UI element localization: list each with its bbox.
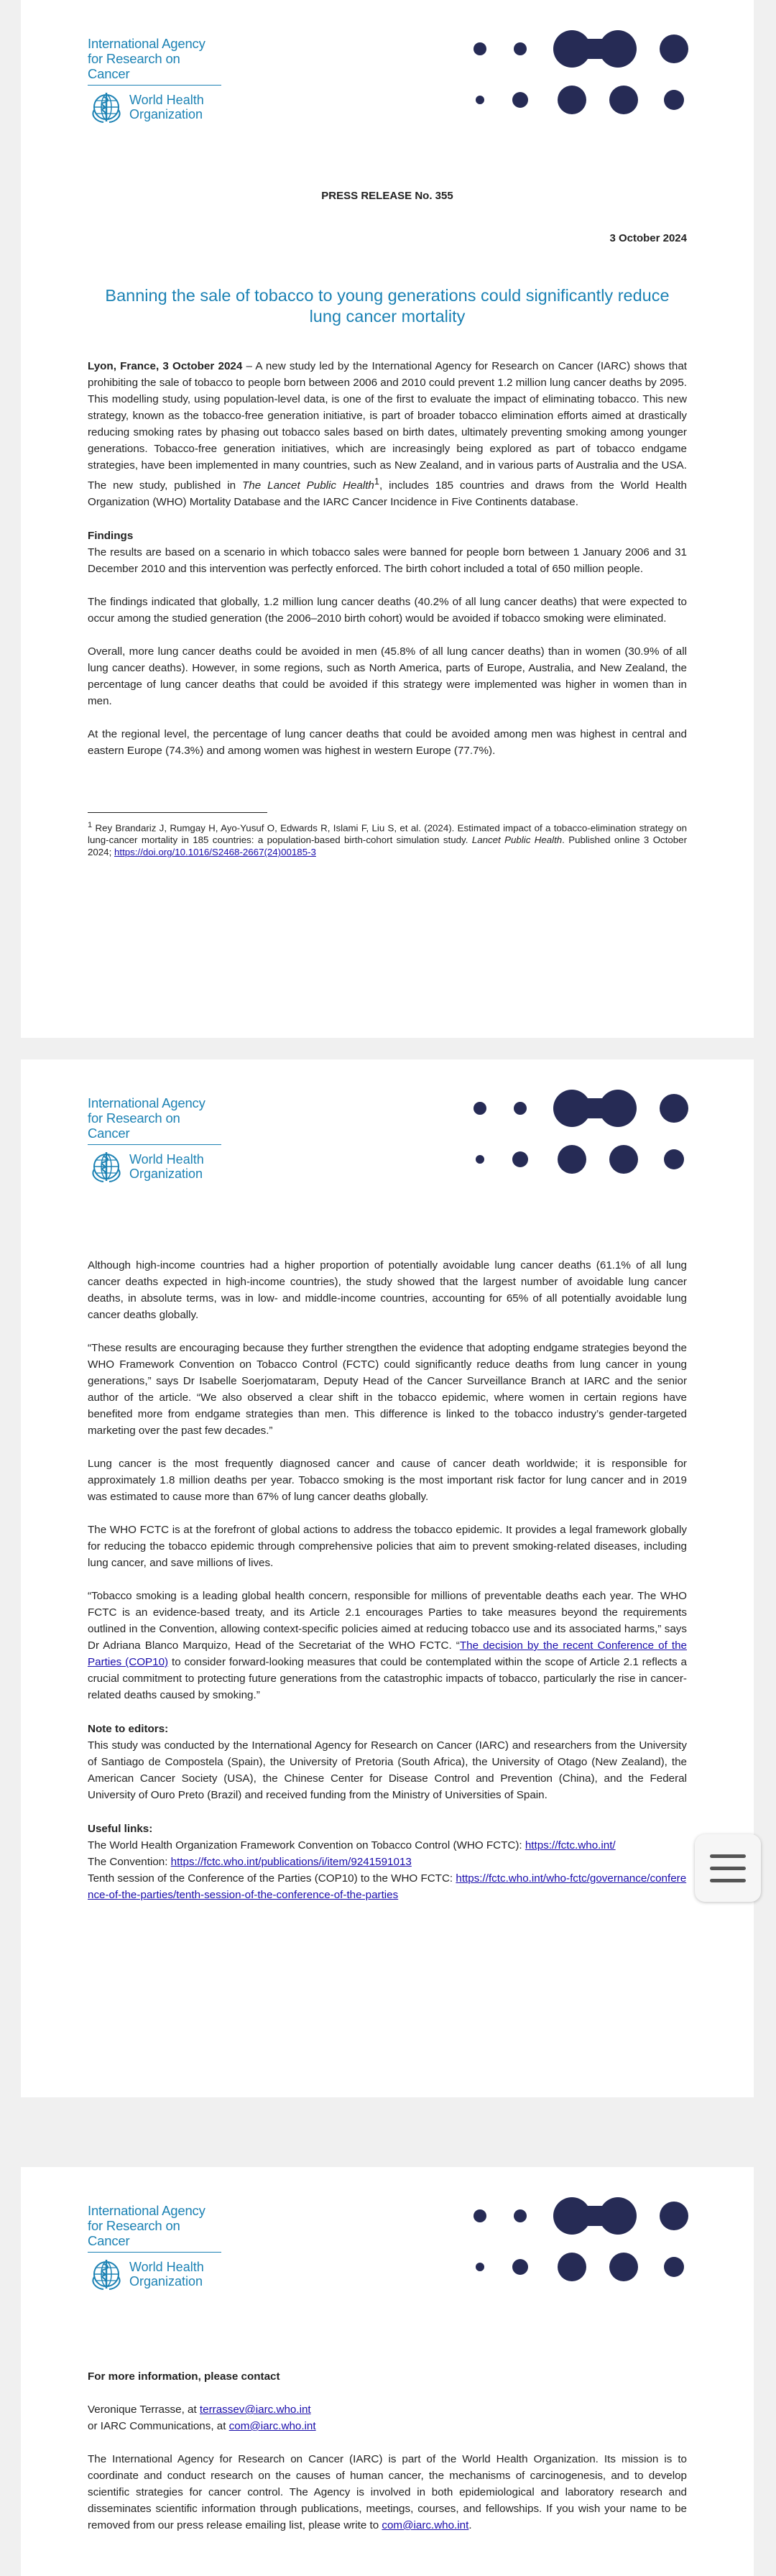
press-release-number: PRESS RELEASE No. 355: [321, 190, 453, 202]
lead-text-2: , includes 185 countries and draws from the World Health Organization (WHO) Mortality Database and the IARC Cancer Incidence in Five Continents database.: [88, 479, 687, 509]
contact-heading: For more information, please contact: [88, 2370, 280, 2383]
lung-cancer-paragraph: Lung cancer is the most frequently diagnosed cancer and cause of cancer death worldwide; it is responsible for approximately 1.8 million deaths per year. Tobacco smoking is the most important risk factor for lung cancer and in 2019 was estimated to cause more than 67% of lung cancer deaths globally.: [88, 1458, 687, 1503]
doi-link[interactable]: https://doi.org/10.1016/S2468-2667(24)00185-3: [114, 847, 316, 858]
fctc-link[interactable]: https://fctc.who.int/: [525, 1839, 616, 1852]
document-page-3: [21, 2167, 754, 2576]
footnote-number: 1: [88, 821, 93, 830]
useful-links-heading: Useful links:: [88, 1823, 153, 1835]
hamburger-menu-icon: [710, 1879, 746, 1882]
iarc-who-logo: [88, 1095, 224, 1185]
press-release-headline: Banning the sale of tobacco to young generations could significantly reduce lung cancer mortality: [105, 286, 670, 326]
footnote-tail: . Published online 3 October 2024;: [88, 834, 688, 858]
hamburger-menu-icon: [710, 1867, 746, 1870]
blanco-marquizo-quote: [88, 1588, 687, 1703]
floating-menu-button[interactable]: [695, 1834, 761, 1902]
findings-paragraph-3: Overall, more lung cancer deaths could be avoided in men (45.8% of all lung cancer deaths) than in women (30.9% of all lung cancer deaths). However, in some regions, such as North America, parts of Europe, Australia, and New Zealand, the percentage of lung cancer deaths that could be avoided if this strategy were implemented was higher in women than in men.: [88, 645, 687, 708]
footnote-journal: Lancet Public Health: [471, 834, 563, 846]
decorative-dots-graphic: [464, 1088, 694, 1182]
quote-text-2: to consider forward-looking measures that could be contemplated within the scope of Article 2.1 reflects a crucial commitment to protecting future generations from the catastrophic impacts of tobacco, particularly the rise in cancer-related deaths caused by smoking.”: [88, 1656, 687, 1701]
who-emblem-icon: [88, 2255, 125, 2293]
who-emblem-icon: [88, 88, 125, 126]
contact-label: or IARC Communications, at: [88, 2420, 229, 2432]
who-logo-text: [129, 2260, 204, 2288]
who-logo: [88, 88, 224, 126]
cop10-decision-link[interactable]: The decision by the recent Conference of the Parties (COP10): [88, 1639, 687, 1668]
about-text: The International Agency for Research on Cancer (IARC) is part of the World Health Organization. Its mission is to coordinate and conduct research on the causes of human cancer, the mechanisms of carcinogenesis, and to develop scientific strategies for cancer control. The Agency is involved in both epidemiological and laboratory research and disseminates scientific information through publications, meetings, courses, and fellowships. If you wish your name to be removed from our press release emailing list, please write to: [88, 2453, 687, 2531]
quote-text-1: “Tobacco smoking is a leading global health concern, responsible for millions of preventable deaths each year. The WHO FCTC is an evidence-based treaty, and its Article 2.1 encourages Parties to take measures beyond the requirements outlined in the Convention, allowing context-specific policies aimed at reducing tobacco use and its associated harms,” says Dr Adriana Blanco Marquizo, Head of the Secretariat of the WHO FCTC. “: [88, 1590, 687, 1652]
findings-paragraph-1: The results are based on a scenario in which tobacco sales were banned for people born between 1 January 2006 and 31 December 2010 and this intervention was perfectly enforced. The birth cohort included a total of 650 million people.: [88, 546, 687, 576]
note-to-editors-heading: Note to editors:: [88, 1723, 169, 1735]
communications-email-link[interactable]: com@iarc.who.int: [228, 2420, 316, 2432]
page-header: [88, 0, 687, 122]
iarc-who-logo: [88, 36, 224, 126]
findings-heading: Findings: [88, 530, 134, 543]
iarc-name-line-1: International Agency: [88, 1095, 205, 1110]
iarc-name-line-2: for Research on Cancer: [88, 2218, 180, 2248]
decorative-dots-graphic: [464, 2196, 694, 2289]
who-logo-text: [129, 1152, 204, 1181]
findings-paragraph-2: The findings indicated that globally, 1.2 million lung cancer deaths (40.2% of all lung cancer deaths) that were expected to occur among the studied generation (the 2006–2010 birth cohort) would be avoided if tobacco smoking were eliminated.: [88, 596, 687, 625]
who-emblem-icon: [88, 1148, 125, 1185]
who-name-line-2: Organization: [129, 2274, 203, 2288]
cop10-link[interactable]: https://fctc.who.int/who-fctc/governance/conference-of-the-parties/tenth-session-of-the-conference-of-the-parties: [88, 1872, 687, 1901]
iarc-name-line-1: International Agency: [88, 36, 205, 51]
iarc-name-line-1: International Agency: [88, 2203, 205, 2218]
link-label: The Convention:: [88, 1856, 171, 1868]
who-name-line-2: Organization: [129, 1167, 203, 1181]
useful-link-item-1: [88, 1837, 687, 1854]
logo-divider: [88, 2252, 221, 2253]
iarc-name-line-2: for Research on Cancer: [88, 1110, 180, 1141]
footnote: [88, 819, 687, 858]
who-name-line-1: World Health: [129, 2260, 204, 2274]
logo-divider: [88, 1144, 221, 1145]
unsubscribe-email-link[interactable]: com@iarc.who.int: [382, 2519, 469, 2531]
who-logo: [88, 2255, 224, 2293]
footnote-divider: [88, 812, 267, 813]
findings-paragraph-4: At the regional level, the percentage of lung cancer deaths that could be avoided among men was highest in central and eastern Europe (74.3%) and among women was highest in western Europe (77.7%).: [88, 728, 687, 758]
who-logo-text: [129, 93, 204, 121]
hamburger-menu-icon: [710, 1854, 746, 1858]
note-to-editors-text: This study was conducted by the International Agency for Research on Cancer (IARC) and researchers from the University of Santiago de Compostela (Spain), the University of Pretoria (South Africa), the University of Otago (New Zealand), the American Cancer Society (USA), the Chinese Center for Disease Control and Prevention (China), and the Federal University of Ouro Preto (Brazil) and received funding from the Ministry of Universities of Spain.: [88, 1739, 687, 1801]
income-paragraph: Although high-income countries had a higher proportion of potentially avoidable lung cancer deaths (61.1% of all lung cancer deaths expected in high-income countries), the study showed that the largest number of avoidable lung cancer deaths, in absolute terms, was in low- and middle-income countries, accounting for 65% of all potentially avoidable lung cancer deaths globally.: [88, 1259, 687, 1321]
who-name-line-2: Organization: [129, 107, 203, 121]
lead-text-1: – A new study led by the International Agency for Research on Cancer (IARC) shows that prohibiting the sale of tobacco to people born between 2006 and 2010 could prevent 1.2 million lung cancer deaths by 2095. This modelling study, using population-level data, is one of the first to evaluate the impact of eliminating tobacco. This new strategy, known as the tobacco-free generation initiative, is part of broader tobacco elimination efforts aimed at drastically reducing smoking rates by phasing out tobacco sales based on birth dates, ultimately preventing smoking among younger generations. Tobacco-free generation initiatives, which are increasingly being explored as part of tobacco endgame strategies, have been implemented in many countries, such as New Zealand, and in various parts of Australia and the USA. The new study, published in: [88, 360, 687, 492]
contact-line-2: [88, 2418, 687, 2434]
iarc-who-logo: [88, 2203, 224, 2293]
who-name-line-1: World Health: [129, 1152, 204, 1167]
release-date: 3 October 2024: [609, 232, 687, 244]
iarc-logo-text: [88, 36, 224, 81]
footnote-citation: Rey Brandariz J, Rumgay H, Ayo-Yusuf O, Edwards R, Islami F, Liu S, et al. (2024). Estimated impact of a tobacco-elimination strategy on lung-cancer mortality in 185 countries: a population-based birth-cohort simulation study.: [88, 822, 687, 846]
iarc-logo-text: [88, 1095, 224, 1141]
decorative-dots-graphic: [464, 29, 694, 122]
iarc-logo-text: [88, 2203, 224, 2248]
about-iarc-paragraph: [88, 2451, 687, 2534]
page-header: [88, 1059, 687, 1182]
contact-label: Veronique Terrasse, at: [88, 2404, 200, 2416]
about-end: .: [468, 2519, 472, 2531]
document-page-1: [21, 0, 754, 1038]
link-label: The World Health Organization Framework Convention on Tobacco Control (WHO FCTC):: [88, 1839, 525, 1852]
iarc-name-line-2: for Research on Cancer: [88, 51, 180, 81]
contact-line-1: [88, 2401, 687, 2418]
convention-link[interactable]: https://fctc.who.int/publications/i/item/9241591013: [170, 1856, 412, 1868]
soerjomataram-quote: “These results are encouraging because they further strengthen the evidence that adopting endgame strategies beyond the WHO Framework Convention on Tobacco Control (FCTC) could significantly reduce deaths from lung cancer in young generations,” says Dr Isabelle Soerjomataram, Deputy Head of the Cancer Surveillance Branch at IARC and the senior author of the article. “We also observed a clear shift in the tobacco epidemic, where women in certain regions have benefited more from endgame strategies than men. This difference is linked to the tobacco industry’s gender-targeted marketing over the past few decades.”: [88, 1342, 687, 1437]
page-header: [88, 2167, 687, 2289]
who-logo: [88, 1148, 224, 1185]
dateline: Lyon, France, 3 October 2024: [88, 360, 243, 372]
useful-link-item-3: [88, 1870, 687, 1903]
useful-link-item-2: [88, 1854, 687, 1870]
footnote-reference[interactable]: 1: [374, 477, 379, 487]
journal-name: The Lancet Public Health: [242, 479, 374, 492]
who-fctc-paragraph: The WHO FCTC is at the forefront of global actions to address the tobacco epidemic. It provides a legal framework globally for reducing the tobacco epidemic through comprehensive policies that aim to prevent smoking-related diseases, including lung cancer, and save millions of lives.: [88, 1524, 687, 1569]
terrasse-email-link[interactable]: terrassev@iarc.who.int: [199, 2404, 311, 2416]
lead-paragraph: [88, 358, 687, 510]
link-label: Tenth session of the Conference of the Parties (COP10) to the WHO FCTC:: [88, 1872, 456, 1885]
logo-divider: [88, 85, 221, 86]
document-page-2: [21, 1059, 754, 2097]
who-name-line-1: World Health: [129, 93, 204, 107]
